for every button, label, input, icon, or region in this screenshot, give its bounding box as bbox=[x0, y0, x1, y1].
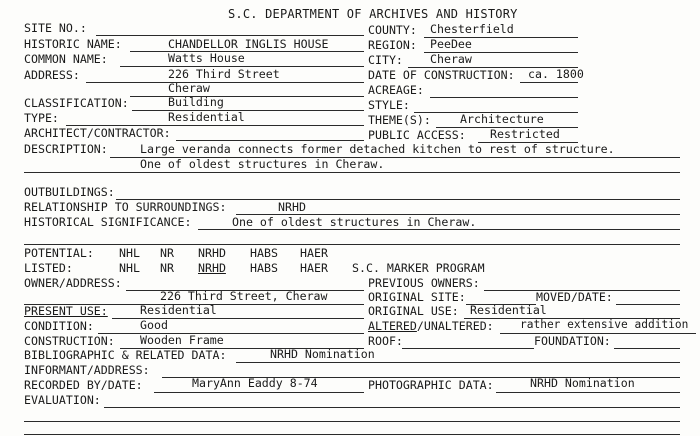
outbuildings-label: OUTBUILDINGS: bbox=[24, 185, 115, 199]
description-label: DESCRIPTION: bbox=[24, 142, 108, 156]
evaluation-line bbox=[104, 407, 680, 408]
potential-label: POTENTIAL: bbox=[24, 246, 94, 260]
public-access-label: PUBLIC ACCESS: bbox=[368, 128, 466, 142]
potential-nrhd: NRHD bbox=[198, 246, 226, 260]
classification-value: Building bbox=[168, 95, 224, 109]
potential-habs: HABS bbox=[250, 246, 278, 260]
historic-name-label: HISTORIC NAME: bbox=[24, 37, 122, 51]
description-value-line1: Large veranda connects former detached kitchen to rest of structure. bbox=[140, 142, 615, 156]
evaluation-line2 bbox=[24, 421, 680, 422]
historical-significance-label: HISTORICAL SIGNIFICANCE: bbox=[24, 215, 192, 229]
architect-label: ARCHITECT/CONTRACTOR: bbox=[24, 126, 171, 140]
potential-nr: NR bbox=[160, 246, 174, 260]
altered-value: rather extensive addition bbox=[520, 318, 689, 331]
historical-significance-line2 bbox=[24, 244, 680, 245]
informant-label: INFORMANT/ADDRESS: bbox=[24, 363, 150, 377]
foundation-label: FOUNDATION: bbox=[534, 334, 611, 348]
bibliographic-line bbox=[236, 362, 680, 363]
recorded-by-value: MaryAnn Eaddy 8-74 bbox=[192, 376, 318, 390]
owner-address-value: 226 Third Street, Cheraw bbox=[160, 289, 328, 303]
acreage-line bbox=[430, 97, 578, 98]
themes-value: Architecture bbox=[460, 112, 544, 126]
type-label: TYPE: bbox=[24, 111, 59, 125]
altered-label: ALTERED/UNALTERED: bbox=[368, 319, 494, 333]
listed-label: LISTED: bbox=[24, 261, 73, 275]
public-access-value: Restricted bbox=[490, 127, 560, 141]
roof-label: ROOF: bbox=[368, 334, 403, 348]
sc-marker-label: S.C. MARKER PROGRAM bbox=[352, 261, 485, 275]
construction-value: Wooden Frame bbox=[140, 333, 224, 347]
original-use-label: ORIGINAL USE: bbox=[368, 304, 459, 318]
condition-line bbox=[98, 333, 364, 334]
architect-line bbox=[176, 140, 364, 141]
listed-nhl: NHL bbox=[119, 261, 140, 275]
relationship-value: NRHD bbox=[278, 200, 306, 214]
acreage-label: ACREAGE: bbox=[368, 83, 424, 97]
address-value-line1: 226 Third Street bbox=[168, 67, 280, 81]
condition-label: CONDITION: bbox=[24, 319, 94, 333]
historical-significance-value: One of oldest structures in Cheraw. bbox=[232, 215, 477, 229]
city-value: Cheraw bbox=[430, 52, 472, 66]
original-use-value: Residential bbox=[470, 303, 547, 317]
city-label: CITY: bbox=[368, 53, 403, 67]
themes-label: THEME(S): bbox=[368, 113, 431, 127]
recorded-by-line bbox=[154, 392, 364, 393]
recorded-by-label: RECORDED BY/DATE: bbox=[24, 378, 143, 392]
type-value: Residential bbox=[168, 110, 245, 124]
county-value: Chesterfield bbox=[430, 22, 514, 36]
style-label: STYLE: bbox=[368, 98, 410, 112]
photographic-value: NRHD Nomination bbox=[530, 376, 635, 390]
condition-value: Good bbox=[140, 318, 168, 332]
relationship-label: RELATIONSHIP TO SURROUNDINGS: bbox=[24, 200, 227, 214]
construction-label: CONSTRUCTION: bbox=[24, 334, 115, 348]
owner-address-label: OWNER/ADDRESS: bbox=[24, 276, 122, 290]
address-value-line2: Cheraw bbox=[168, 81, 210, 95]
description-value-line2: One of oldest structures in Cheraw. bbox=[140, 157, 385, 171]
potential-haer: HAER bbox=[300, 246, 328, 260]
form-title: S.C. DEPARTMENT OF ARCHIVES AND HISTORY bbox=[228, 7, 518, 21]
previous-owners-label: PREVIOUS OWNERS: bbox=[368, 276, 480, 290]
date-construction-line bbox=[520, 82, 578, 83]
historic-name-value: CHANDELLOR INGLIS HOUSE bbox=[168, 37, 329, 51]
classification-line bbox=[132, 110, 364, 111]
address-label: ADDRESS: bbox=[24, 68, 80, 82]
description-line2 bbox=[24, 172, 680, 173]
photographic-label: PHOTOGRAPHIC DATA: bbox=[368, 378, 494, 392]
site-no-label: SITE NO.: bbox=[24, 21, 87, 35]
photographic-line bbox=[496, 392, 680, 393]
listed-nr: NR bbox=[160, 261, 174, 275]
evaluation-label: EVALUATION: bbox=[24, 393, 101, 407]
bibliographic-label: BIBLIOGRAPHIC & RELATED DATA: bbox=[24, 348, 227, 362]
historical-significance-line bbox=[198, 229, 680, 230]
listed-habs: HABS bbox=[250, 261, 278, 275]
evaluation-line3 bbox=[24, 434, 680, 435]
present-use-label: PRESENT USE: bbox=[24, 304, 108, 318]
listed-nrhd: NRHD bbox=[198, 261, 226, 275]
listed-haer: HAER bbox=[300, 261, 328, 275]
roof-line bbox=[402, 348, 534, 349]
common-name-label: COMMON NAME: bbox=[24, 52, 108, 66]
bibliographic-value: NRHD Nomination bbox=[270, 347, 375, 361]
date-construction-value: ca. 1800 bbox=[528, 67, 584, 81]
region-label: REGION: bbox=[368, 38, 417, 52]
common-name-value: Watts House bbox=[168, 51, 245, 65]
county-label: COUNTY: bbox=[368, 23, 417, 37]
address-line bbox=[86, 82, 364, 83]
foundation-line bbox=[614, 348, 680, 349]
site-no-line bbox=[96, 35, 364, 36]
present-use-value: Residential bbox=[140, 303, 217, 317]
moved-date-label: MOVED/DATE: bbox=[536, 290, 613, 304]
date-construction-label: DATE OF CONSTRUCTION: bbox=[368, 68, 515, 82]
classification-label: CLASSIFICATION: bbox=[24, 96, 129, 110]
historic-name-line bbox=[130, 51, 364, 52]
potential-nhl: NHL bbox=[119, 246, 140, 260]
original-site-label: ORIGINAL SITE: bbox=[368, 290, 466, 304]
address-line2 bbox=[130, 96, 364, 97]
region-value: PeeDee bbox=[430, 37, 472, 51]
moved-date-line bbox=[616, 304, 680, 305]
